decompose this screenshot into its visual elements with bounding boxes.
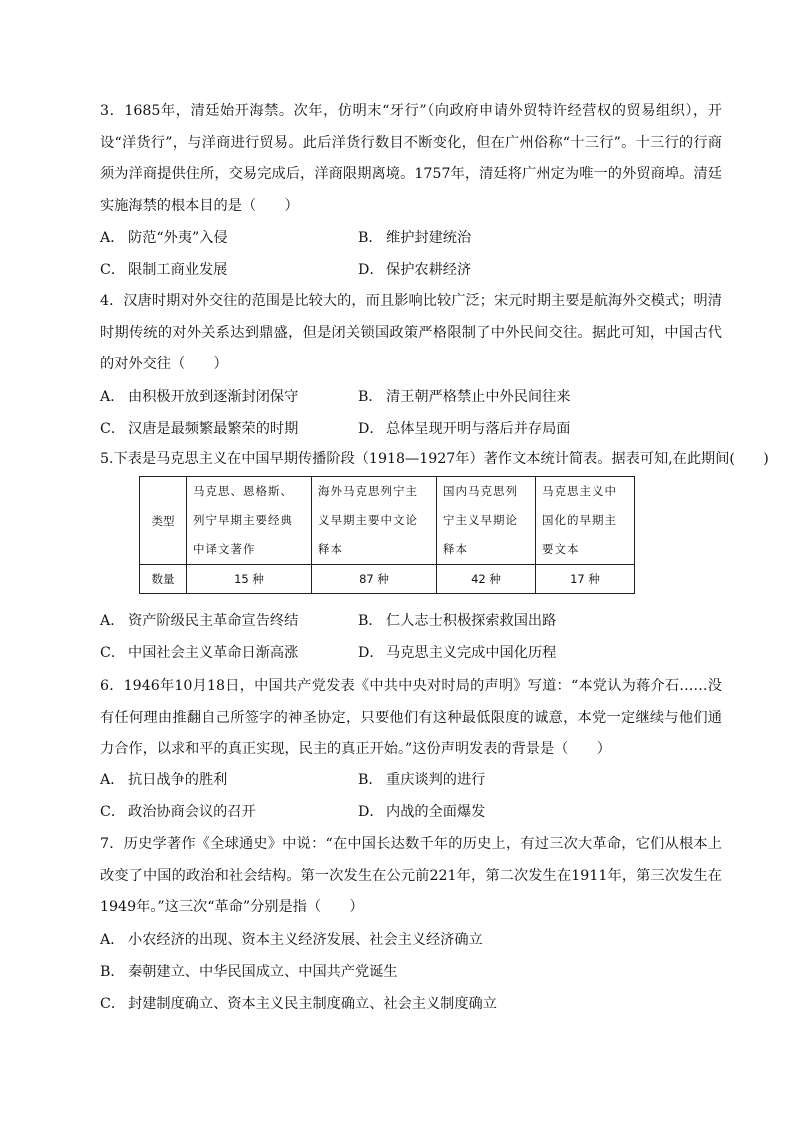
question-3-option-c[interactable]: C． 限制工商业发展 [100, 262, 228, 278]
question-7-option-b[interactable]: B． 秦朝建立、中华民国成立、中国共产党诞生 [100, 964, 398, 980]
table-cell: 17 种 [536, 565, 635, 594]
question-6-stem: 6．1946年10月18日，中国共产党发表《中共中央对时局的声明》写道：“本党认为蒋介石……没有任何理由推翻自己所签字的神圣协定，只要他们有这种最低限度的诚意，本党一定继续与他们通力合作，以求和平的真正实现，民主的真正开始。”这份声明发表的背景是（ ） [100, 678, 722, 757]
question-4-option-c[interactable]: C． 汉唐是最频繁最繁荣的时期 [100, 421, 299, 437]
question-7-option-a[interactable]: A． 小农经济的出现、资本主义经济发展、社会主义经济确立 [100, 932, 483, 948]
question-6-option-a[interactable]: A． 抗日战争的胜利 [100, 772, 228, 788]
table-cell: 15 种 [187, 565, 312, 594]
question-5-options-row-2 [100, 641, 722, 665]
question-3-option-a[interactable]: A． 防范“外夷”入侵 [100, 230, 228, 246]
question-4-option-b[interactable]: B． 清王朝严格禁止中外民间往来 [358, 389, 571, 405]
question-3-stem: 3．1685年，清廷始开海禁。次年，仿明末“牙行”（向政府申请外贸特许经营权的贸易组织），开设“洋货行”，与洋商进行贸易。此后洋货行数目不断变化，但在广州俗称“十三行”。十三行的行商须为洋商提供住所，交易完成后，洋商限期离境。1757年，清廷将广州定为唯一的外贸商埠。清廷实施海禁的根本目的是（ ） [100, 103, 722, 214]
question-5-option-c[interactable]: C． 中国社会主义革命日渐高涨 [100, 645, 299, 661]
question-6-option-b[interactable]: B． 重庆谈判的进行 [358, 772, 486, 788]
table-row [140, 565, 635, 594]
question-5-option-b[interactable]: B． 仁人志士积极探索救国出路 [358, 613, 557, 629]
question-5-stem: 5.下表是马克思主义在中国早期传播阶段（1918—1927年）著作文本统计简表。据表可知,在此期间( ) [100, 451, 769, 467]
question-5-option-a[interactable]: A． 资产阶级民主革命宣告终结 [100, 613, 299, 629]
question-5-options-row-1 [100, 609, 722, 633]
table-header-cell: 马克思主义中国化的早期主要文本 [536, 477, 635, 565]
question-4-option-d[interactable]: D． 总体呈现开明与落后并存局面 [358, 421, 571, 437]
question-6-options-row-2 [100, 800, 722, 824]
question-4-option-a[interactable]: A． 由积极开放到逐渐封闭保守 [100, 389, 299, 405]
question-4-stem: 4．汉唐时期对外交往的范围是比较大的，而且影响比较广泛；宋元时期主要是航海外交模式；明清时期传统的对外关系达到鼎盛，但是闭关锁国政策严格限制了中外民间交往。据此可知，中国古代的对外交往（ ） [100, 293, 722, 372]
table-cell: 87 种 [312, 565, 437, 594]
question-3-options-row-1 [100, 226, 722, 250]
table-header-cell: 马克思、恩格斯、列宁早期主要经典中译文著作 [187, 477, 312, 565]
statistics-table [139, 476, 635, 594]
question-3-option-b[interactable]: B． 维护封建统治 [358, 230, 472, 246]
question-7-option-c[interactable]: C． 封建制度确立、资本主义民主制度确立、社会主义制度确立 [100, 996, 497, 1012]
question-3-options-row-2 [100, 258, 722, 282]
table-row-label: 数量 [140, 565, 187, 594]
table-header-cell: 国内马克思列宁主义早期论释本 [437, 477, 536, 565]
question-6-option-c[interactable]: C． 政治协商会议的召开 [100, 804, 256, 820]
table-header-cell: 海外马克思列宁主义早期主要中文论释本 [312, 477, 437, 565]
question-6-option-d[interactable]: D． 内战的全面爆发 [358, 804, 486, 820]
table-cell: 42 种 [437, 565, 536, 594]
question-5-option-d[interactable]: D． 马克思主义完成中国化历程 [358, 645, 557, 661]
question-3-option-d[interactable]: D． 保护农耕经济 [358, 262, 472, 278]
question-7-stem: 7．历史学著作《全球通史》中说：“在中国长达数千年的历史上，有过三次大革命，它们从根本上改变了中国的政治和社会结构。第一次发生在公元前221年，第二次发生在1911年，第三次发生在1949年。”这三次“革命”分别是指（ ） [100, 836, 722, 915]
table-header-label: 类型 [140, 477, 187, 565]
table-header-row [140, 477, 635, 565]
question-4-options-row-1 [100, 385, 722, 409]
question-6-options-row-1 [100, 768, 722, 792]
question-4-options-row-2 [100, 417, 722, 441]
